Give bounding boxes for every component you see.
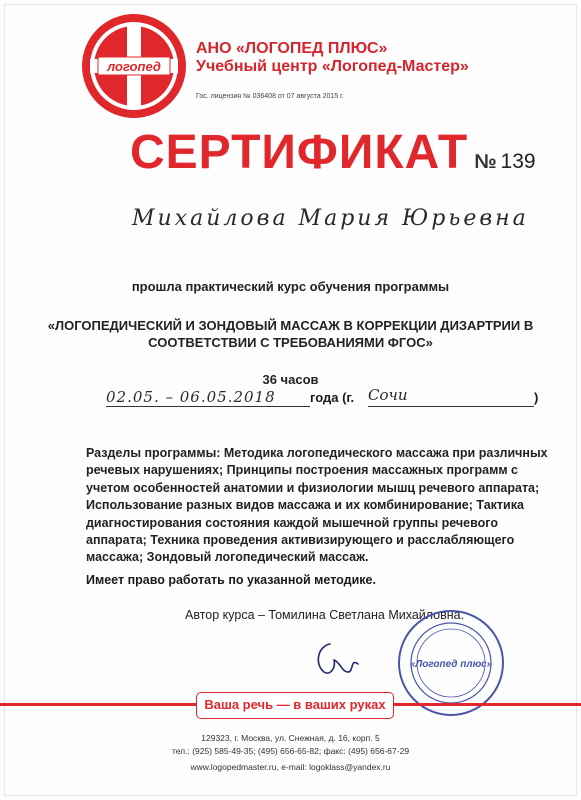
license-text: Гос. лицензия № 036408 от 07 августа 2015 г. [196,93,344,100]
certificate-number: 139 [500,150,536,173]
closing-paren: ) [534,390,539,405]
number-sign: № [474,151,497,173]
program-title-line2: СООТВЕТСТВИИ С ТРЕБОВАНИЯМИ ФГОС» [148,335,433,350]
slogan: Ваша речь — в ваших руках [204,697,386,712]
slogan-box [196,692,394,719]
sections-line: Использование разных видов массажа и их комбинирование; Тактика [86,498,524,513]
logo [80,12,188,120]
training-center-name: Учебный центр «Логопед-Мастер» [196,58,469,75]
city-handwritten: Сочи [368,386,408,404]
footer-phones: тел.: (925) 585-49-35; (495) 656-65-82; факс: (495) 656-67-29 [171,746,410,756]
recipient-name-handwritten: Михайлова Мария Юрьевна [132,206,529,231]
sections-line: учетом особенностей анатомии и физиологии мышц речевого аппарата; [86,480,540,495]
right-to-work-statement: Имеет право работать по указанной методике. [86,573,376,587]
title-row [130,125,536,180]
city-underline [368,406,534,407]
certificate-title: СЕРТИФИКАТ [130,126,469,179]
stamp-text: «Логопед плюс» [409,659,493,670]
logo-text: логопед [107,59,161,74]
sections-line: массажа; Зондовый логопедический массаж. [86,550,369,565]
footer-web: www.logopedmaster.ru, e-mail: logoklass@yandex.ru [190,762,391,772]
signature [310,638,366,678]
dates-underline [106,406,310,407]
course-author: Автор курса – Томилина Светлана Михайловна. [185,608,465,622]
program-title-line1: «ЛОГОПЕДИЧЕСКИЙ И ЗОНДОВЫЙ МАССАЖ В КОРРЕКЦИИ ДИЗАРТРИИ В [47,318,534,333]
sections-line: аппарата; Техника проведения активизирующего и расслабляющего [86,533,515,548]
course-dates-handwritten: 02.05. – 06.05.2018 [106,388,276,406]
sections-line: речевых нарушениях; Принципы построения массажных программ с [86,463,519,478]
year-label: года (г. [310,390,355,405]
org-name: АНО «ЛОГОПЕД ПЛЮС» [196,40,388,57]
sections-line: диагностирования состояния каждой мышечной группы речевого [86,515,498,530]
course-statement: прошла практический курс обучения программы [131,279,450,294]
program-sections [86,445,548,567]
dates-row [96,388,556,410]
stamp [396,608,506,718]
footer-address: 129323, г. Москва, ул. Снежная, д. 16, корп. 5 [201,733,380,743]
sections-line: Разделы программы: Методика логопедического массажа при различных [86,446,548,460]
course-hours: 36 часов [262,372,319,387]
